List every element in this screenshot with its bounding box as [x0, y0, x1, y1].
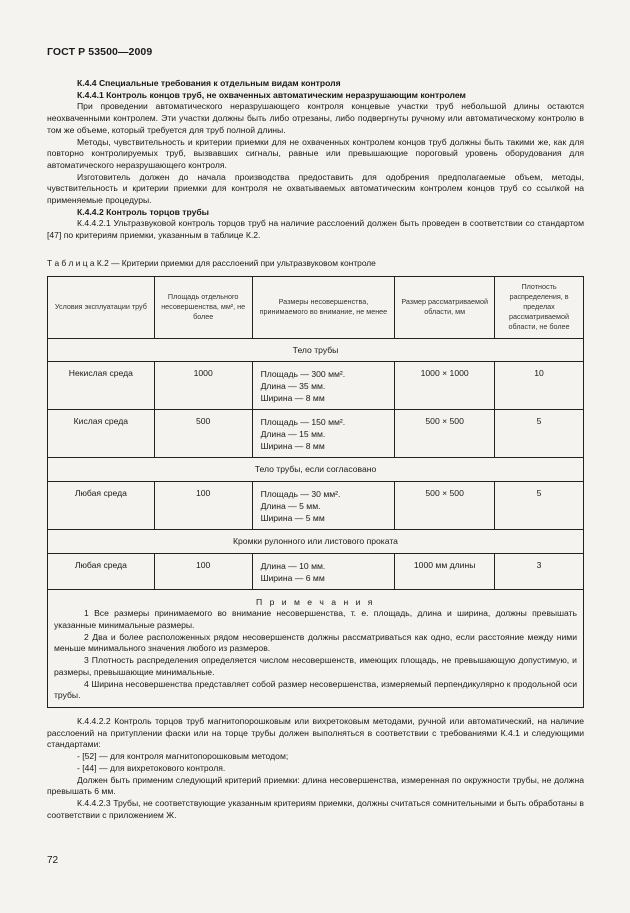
paragraph: Должен быть применим следующий критерий приемки: длина несовершенства, измеренная по окружности трубы, не должна превышать 6 мм.	[47, 774, 584, 797]
table-notes	[48, 589, 584, 707]
list-item: - [52] — для контроля магнитопорошковым методом;	[77, 751, 289, 762]
condition-cell: Некислая среда	[48, 362, 155, 410]
paragraph: К.4.4.2.2 Контроль торцов труб магнитопорошковым или вихретоковым методами, ручной или автоматический, на наличие расслоений на притуплении фаски или на торце трубы должен выполняться в соответствии с требованиями К.4.1 и следующими стандартами:	[47, 715, 584, 750]
condition-cell: Любая среда	[48, 553, 155, 589]
dimensions-cell: Площадь — 150 мм². Длина — 15 мм. Ширина — 8 мм	[252, 410, 395, 458]
region-cell: 1000 × 1000	[395, 362, 495, 410]
condition-cell: Кислая среда	[48, 410, 155, 458]
acceptance-criteria-table	[47, 276, 584, 708]
standard-header: ГОСТ Р 53500—2009	[47, 46, 153, 58]
paragraph: Методы, чувствительность и критерии приемки для не охваченных контролем концов труб должны быть такими же, как для повторно контролируемых труб, вызвавших сигналы, равные или превышающие пороговый уровень оборудования для автоматического неразрушающего контроля.	[47, 136, 584, 170]
paragraph: Изготовитель должен до начала производства предоставить для одобрения предполагаемые объем, методы, чувствительность и критерии приемки для контроля не охватываемых автоматическим контролем концов труб со ссылкой на применяемые процедуры.	[47, 171, 584, 206]
table-section-heading: Кромки рулонного или листового проката	[48, 529, 584, 553]
area-cell: 100	[154, 553, 252, 589]
density-cell: 5	[495, 481, 584, 529]
paragraph: При проведении автоматического неразрушающего контроля концевые участки труб небольшой длины остаются неохваченными контролем. Эти участки должны быть либо отрезаны, либо подвергнуты ручному или автоматическому контролю в том же объеме, который требуется для труб полной длины.	[47, 101, 584, 135]
table-row	[48, 362, 584, 410]
density-cell: 5	[495, 410, 584, 458]
region-cell: 1000 мм длины	[395, 553, 495, 589]
dimensions-cell: Длина — 10 мм. Ширина — 6 мм	[252, 553, 395, 589]
note: 4 Ширина несовершенства представляет собой размер несовершенства, измеряемый перпендикулярно к продольной оси трубы.	[54, 678, 577, 701]
paragraph: К.4.4.2.3 Трубы, не соответствующие указанным критериям приемки, должны считаться сомнительными и быть обработаны в соответствии с приложением Ж.	[47, 797, 584, 820]
section-k44-title: К.4.4 Специальные требования к отдельным видам контроля	[77, 78, 341, 88]
notes-title: П р и м е ч а н и я	[256, 596, 375, 607]
section-k441-title: К.4.4.1 Контроль концов труб, не охваченных автоматическим неразрушающим контролем	[77, 89, 466, 100]
area-cell: 1000	[154, 362, 252, 410]
table-caption-prefix: Т а б л и ц а	[47, 257, 95, 268]
dimensions-cell: Площадь — 300 мм². Длина — 35 мм. Ширина — 8 мм	[252, 362, 395, 410]
region-cell: 500 × 500	[395, 481, 495, 529]
column-header: Площадь отдельного несовершенства, мм², не более	[154, 276, 252, 338]
column-header: Размер рассматриваемой области, мм	[395, 276, 495, 338]
table-row	[48, 553, 584, 589]
note: 1 Все размеры принимаемого во внимание несовершенства, т. е. площадь, длина и ширина, должны превышать указанные минимальные размеры.	[54, 608, 577, 631]
density-cell: 3	[495, 553, 584, 589]
list-item: - [44] — для вихретокового контроля.	[77, 762, 226, 773]
area-cell: 500	[154, 410, 252, 458]
table-row	[48, 410, 584, 458]
column-header: Условия эксплуатации труб	[48, 276, 155, 338]
table-header-row	[48, 276, 584, 338]
paragraph: К.4.4.2.1 Ультразвуковой контроль торцов труб на наличие расслоений должен быть проведен в соответствии со стандартом [47] по критериям приемки, указанным в таблице К.2.	[47, 218, 584, 241]
dimensions-cell: Площадь — 30 мм². Длина — 5 мм. Ширина — 5 мм	[252, 481, 395, 529]
table-section-heading: Тело трубы	[48, 338, 584, 362]
note: 2 Два и более расположенных рядом несовершенств должны рассматриваться как одно, если расстояние между ними меньше минимального значения любого из размеров.	[54, 631, 577, 654]
document-body	[47, 78, 584, 821]
table-section-heading: Тело трубы, если согласовано	[48, 458, 584, 482]
table-row	[48, 481, 584, 529]
note: 3 Плотность распределения определяется числом несовершенств, имеющих площадь, не превышающую допустимую, и размеры, превышающие минимальные.	[54, 655, 577, 677]
condition-cell: Любая среда	[48, 481, 155, 529]
page-number: 72	[47, 855, 59, 866]
table-caption-text: К.2 — Критерии приемки для расслоений при ультразвуковом контроле	[96, 257, 376, 268]
section-k442-title: К.4.4.2 Контроль торцов трубы	[77, 206, 210, 217]
column-header: Размеры несовершенства, принимаемого во внимание, не менее	[252, 276, 395, 338]
area-cell: 100	[154, 481, 252, 529]
density-cell: 10	[495, 362, 584, 410]
table-caption	[47, 258, 584, 270]
region-cell: 500 × 500	[395, 410, 495, 458]
column-header: Плотность распределения, в пределах рассматриваемой области, не более	[495, 276, 584, 338]
